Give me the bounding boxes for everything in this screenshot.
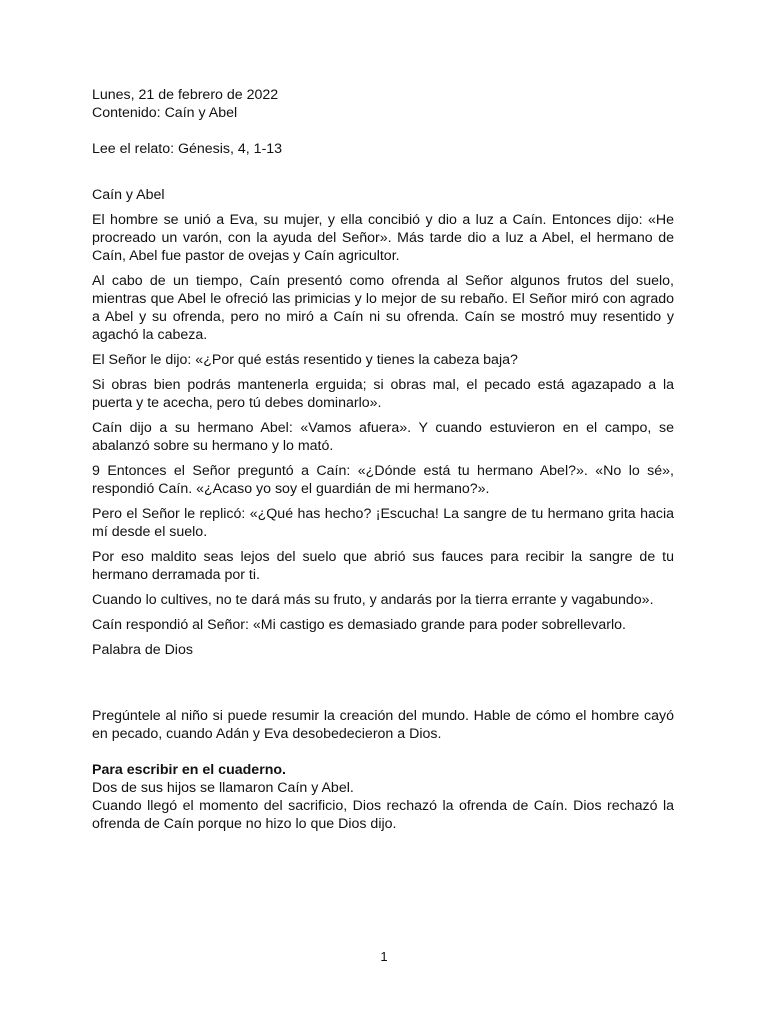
story-title: Caín y Abel xyxy=(92,187,165,203)
activity-instruction: Pregúntele al niño si puede resumir la creación del mundo. Hable de cómo el hombre cayó en pecado, cuando Adán y Eva desobedecieron a Dios. xyxy=(92,708,674,742)
story-paragraph: El Señor le dijo: «¿Por qué estás resentido y tienes la cabeza baja? xyxy=(92,352,518,368)
document-page xyxy=(92,86,674,833)
notebook-line: Dos de sus hijos se llamaron Caín y Abel. xyxy=(92,780,354,796)
story-paragraph: 9 Entonces el Señor preguntó a Caín: «¿Dónde está tu hermano Abel?». «No lo sé», respondió Caín. «¿Acaso yo soy el guardián de mi hermano?». xyxy=(92,463,674,497)
document-content-label: Contenido: Caín y Abel xyxy=(92,105,238,121)
reading-reference: Lee el relato: Génesis, 4, 1-13 xyxy=(92,141,283,157)
story-paragraph: Pero el Señor le replicó: «¿Qué has hecho? ¡Escucha! La sangre de tu hermano grita hacia mí desde el suelo. xyxy=(92,506,674,540)
document-date: Lunes, 21 de febrero de 2022 xyxy=(92,87,279,103)
story-paragraph: Caín respondió al Señor: «Mi castigo es demasiado grande para poder sobrellevarlo. xyxy=(92,617,626,633)
story-paragraph: Caín dijo a su hermano Abel: «Vamos afuera». Y cuando estuvieron en el campo, se abalanzó sobre su hermano y lo mató. xyxy=(92,420,674,454)
story-paragraph: Cuando lo cultives, no te dará más su fruto, y andarás por la tierra errante y vagabundo». xyxy=(92,592,654,608)
page-number: 1 xyxy=(380,949,388,964)
story-paragraph: Por eso maldito seas lejos del suelo que abrió sus fauces para recibir la sangre de tu hermano derramada por ti. xyxy=(92,549,674,583)
story-paragraph: El hombre se unió a Eva, su mujer, y ella concibió y dio a luz a Caín. Entonces dijo: «He procreado un varón, con la ayuda del Señor». Más tarde dio a luz a Abel, el hermano de Caín, Abel fue pastor de ovejas y Caín agricultor. xyxy=(92,212,674,264)
story-closing: Palabra de Dios xyxy=(92,642,193,658)
story-paragraph: Al cabo de un tiempo, Caín presentó como ofrenda al Señor algunos frutos del suelo, mientras que Abel le ofreció las primicias y lo mejor de su rebaño. El Señor miró con agrado a Abel y su ofrenda, pero no miró a Caín ni su ofrenda. Caín se mostró muy resentido y agachó la cabeza. xyxy=(92,273,674,343)
notebook-heading: Para escribir en el cuaderno. xyxy=(92,762,286,778)
notebook-line: Cuando llegó el momento del sacrificio, Dios rechazó la ofrenda de Caín. Dios rechazó la ofrenda de Caín porque no hizo lo que Dios dijo. xyxy=(92,798,674,832)
story-paragraph: Si obras bien podrás mantenerla erguida; si obras mal, el pecado está agazapado a la puerta y te acecha, pero tú debes dominarlo». xyxy=(92,377,674,411)
